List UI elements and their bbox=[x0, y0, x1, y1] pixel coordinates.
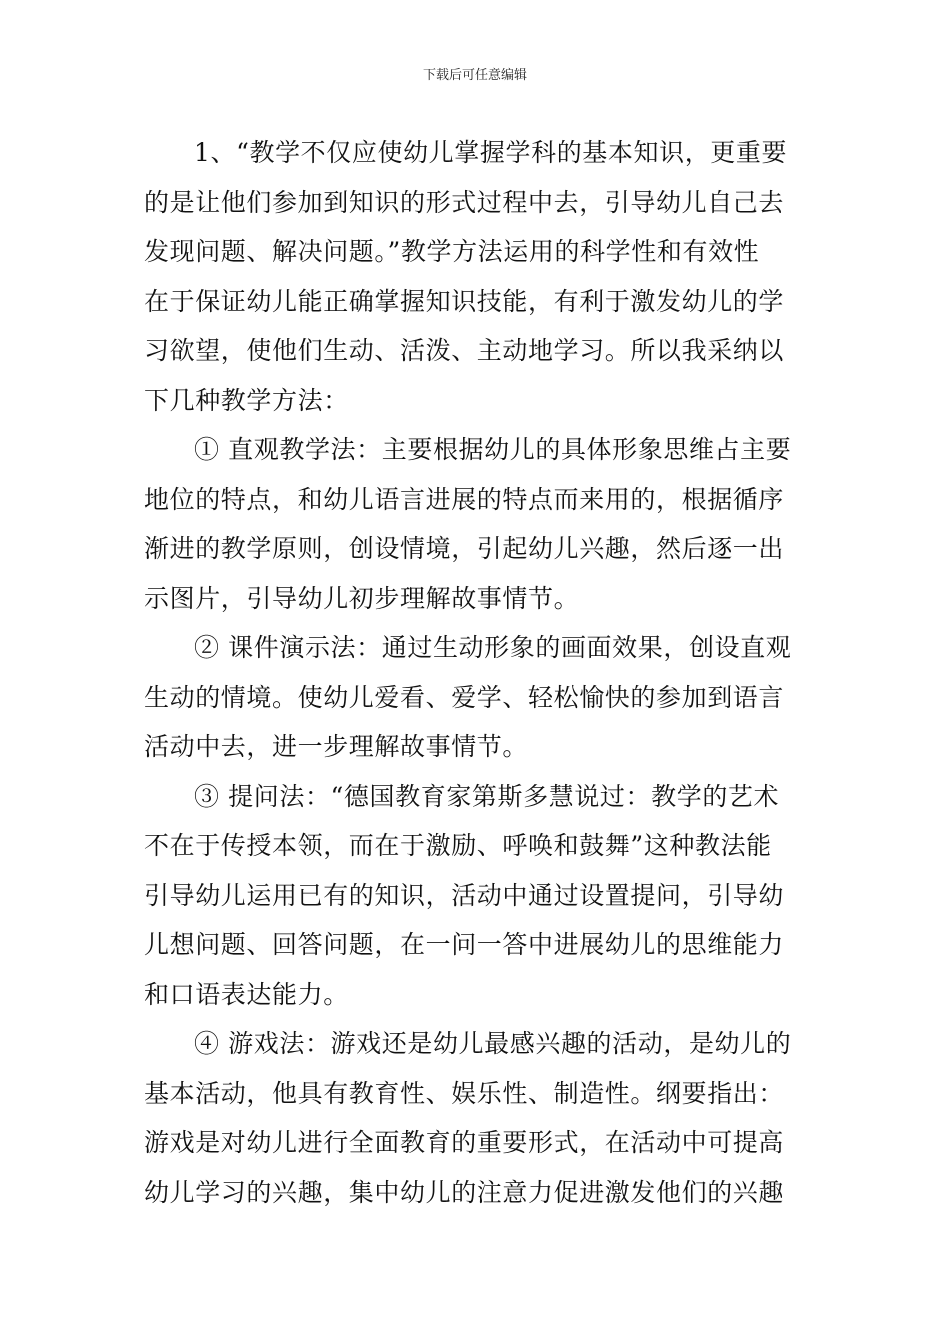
text-line: 儿想问题、回答问题，在一问一答中进展幼儿的思维能力 bbox=[144, 930, 785, 959]
text-line: 不在于传授本领，而在于激励、呼唤和鼓舞”这种教法能 bbox=[144, 831, 772, 860]
paragraph-teaching-intro bbox=[144, 128, 810, 425]
document-body bbox=[144, 128, 810, 1217]
page-header: 下载后可任意编辑 bbox=[422, 68, 527, 83]
text-line: 游戏是对幼儿进行全面教育的重要形式，在活动中可提高 bbox=[144, 1128, 785, 1157]
text-line: ③ 提问法：“德国教育家第斯多慧说过：教学的艺术 bbox=[194, 781, 780, 811]
text-line: 和口语表达能力。 bbox=[144, 979, 349, 1009]
text-line: 发现问题、解决问题。”教学方法运用的科学性和有效性 bbox=[144, 237, 760, 266]
text-line: 1、“教学不仅应使幼儿掌握学科的基本知识，更重要 bbox=[194, 138, 788, 167]
text-line: 地位的特点，和幼儿语言进展的特点而来用的，根据循序 bbox=[144, 484, 785, 514]
text-line: ① 直观教学法：主要根据幼儿的具体形象思维占主要 bbox=[194, 435, 792, 464]
text-line: 示图片，引导幼儿初步理解故事情节。 bbox=[144, 583, 580, 613]
text-line: 引导幼儿运用已有的知识，活动中通过设置提问，引导幼 bbox=[144, 880, 785, 910]
text-line: 幼儿学习的兴趣，集中幼儿的注意力促进激发他们的兴趣 bbox=[144, 1177, 785, 1207]
text-line: 在于保证幼儿能正确掌握知识技能，有利于激发幼儿的学 bbox=[144, 286, 785, 316]
text-line: ② 课件演示法：通过生动形象的画面效果，创设直观 bbox=[194, 633, 792, 662]
paragraph-method-game bbox=[144, 1019, 810, 1217]
paragraph-method-visual bbox=[144, 425, 810, 623]
text-line: 基本活动，他具有教育性、娱乐性、制造性。纲要指出： bbox=[144, 1078, 785, 1108]
text-line: 的是让他们参加到知识的形式过程中去，引导幼儿自己去 bbox=[144, 187, 785, 217]
paragraph-method-questioning bbox=[144, 772, 810, 1020]
text-line: 习欲望，使他们生动、活泼、主动地学习。所以我采纳以 bbox=[144, 336, 785, 365]
text-line: 下几种教学方法： bbox=[144, 385, 349, 415]
text-line: 渐进的教学原则，创设情境，引起幼儿兴趣，然后逐一出 bbox=[144, 534, 785, 563]
text-line: ④ 游戏法：游戏还是幼儿最感兴趣的活动，是幼儿的 bbox=[194, 1029, 792, 1058]
text-line: 活动中去，进一步理解故事情节。 bbox=[144, 732, 529, 761]
paragraph-method-courseware bbox=[144, 623, 810, 772]
text-line: 生动的情境。使幼儿爱看、爱学、轻松愉快的参加到语言 bbox=[144, 682, 785, 712]
